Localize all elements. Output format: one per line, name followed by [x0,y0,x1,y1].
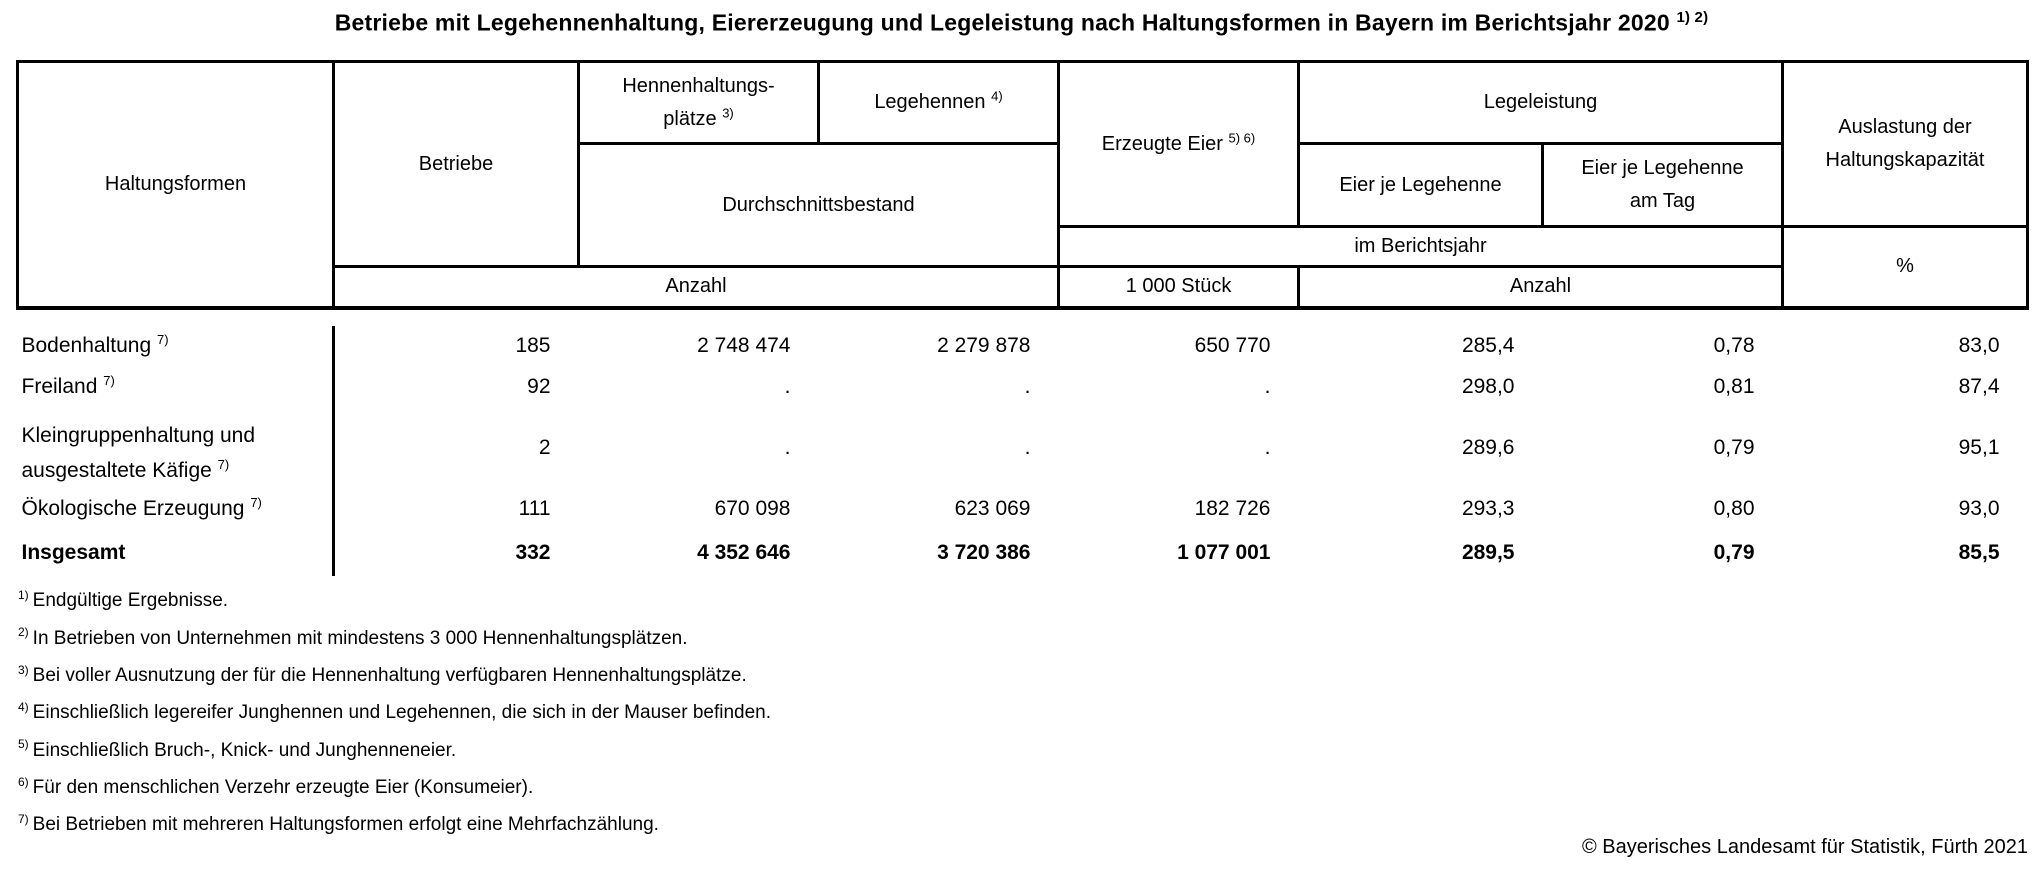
table-row-bodenhaltung [18,326,2028,366]
header-cell-auslastung [1783,62,2028,227]
footnotes-block [18,588,771,836]
footnote-ref: 7) [18,811,29,826]
spacer-row [18,308,2028,326]
header-line: Auslastung der [1838,116,1972,138]
header-cell-anzahl-rechts: Anzahl [1299,267,1783,308]
row-label [18,366,334,408]
cell-betriebe: 92 [527,374,551,398]
header-line: Legehennen [874,91,986,113]
footnote-ref: 4) [18,699,29,714]
footnote-text: Einschließlich Bruch-, Knick- und Junghenneneier. [32,739,457,761]
footnote-1 [18,588,771,612]
cell-legehennen: 3 720 386 [937,540,1031,564]
cell-eier-je-legehenne: 289,5 [1461,540,1515,564]
cell-hennenhaltungsplaetze: 4 352 646 [697,540,791,564]
cell-hennenhaltungsplaetze: 670 098 [714,496,791,520]
statistics-table [16,60,2029,576]
cell-eier-je-legehenne-am-tag: 0,79 [1713,540,1755,564]
cell-erzeugte-eier: 182 726 [1194,496,1271,520]
cell-auslastung: 85,5 [1958,540,2000,564]
header-cell-erzeugte-eier [1059,62,1299,227]
header-line: plätze [663,107,717,130]
footnote-text: Einschließlich legereifer Junghennen und Legehennen, die sich in der Mauser befinden. [32,702,771,724]
header-cell-durchschnittsbestand: Durchschnittsbestand [579,144,1059,267]
row-label [18,530,334,576]
row-label [18,326,334,366]
footnote-3 [18,663,771,687]
cell-legehennen: 623 069 [954,496,1031,520]
row-label-text: Kleingruppenhaltung und [21,423,256,447]
footnote-ref: 4) [991,88,1003,104]
footnote-text: Bei Betrieben mit mehreren Haltungsformen erfolgt eine Mehrfachzählung. [32,814,659,836]
footnote-ref: 7) [250,495,262,510]
cell-legehennen: . [1024,435,1031,459]
cell-betriebe: 111 [518,496,551,520]
footnote-ref: 5) 6) [1228,129,1256,145]
header-cell-legehennen [819,62,1059,144]
table-row-insgesamt [18,530,2028,576]
footnote-4 [18,700,771,724]
page-title-text: Betriebe mit Legehennenhaltung, Eiererzeugung und Legeleistung nach Haltungsformen in Bayern im Berichtsjahr 2020 [334,9,1670,36]
header-cell-anzahl-links: Anzahl [334,267,1059,308]
copyright-notice: © Bayerisches Landesamt für Statistik, Fürth 2021 [1581,836,2028,858]
cell-erzeugte-eier: . [1264,374,1271,398]
cell-legehennen: 2 279 878 [937,333,1031,357]
footnote-ref: 6) [18,774,29,789]
table-row-freiland [18,366,2028,408]
header-cell-eier-je-legehenne: Eier je Legehenne [1299,144,1543,227]
title-footnote-refs: 1) 2) [1676,9,1709,26]
footnote-text: In Betrieben von Unternehmen mit mindestens 3 000 Hennenhaltungsplätzen. [32,627,688,649]
header-line: Eier je Legehenne [1581,157,1744,179]
cell-erzeugte-eier: 650 770 [1194,333,1271,357]
header-line: Hennenhaltungs- [622,74,775,97]
cell-eier-je-legehenne-am-tag: 0,81 [1713,374,1755,398]
cell-hennenhaltungsplaetze: . [784,374,791,398]
cell-betriebe: 332 [515,540,551,564]
footnote-7 [18,812,771,836]
footnote-ref: 7) [156,332,169,347]
table-row-kleingruppenhaltung [18,408,2028,488]
footnote-ref: 3) [18,662,29,677]
header-cell-prozent: % [1783,227,2028,308]
row-label-text: ausgestaltete Käfige [21,458,212,482]
header-cell-hennenhaltungsplaetze [579,62,819,144]
cell-eier-je-legehenne-am-tag: 0,79 [1713,435,1755,459]
table-header [18,62,2028,308]
row-label [18,408,334,488]
header-cell-eier-je-legehenne-am-tag [1543,144,1783,227]
table-row-oekologische-erzeugung [18,488,2028,530]
cell-auslastung: 87,4 [1958,374,2000,398]
header-cell-haltungsformen: Haltungsformen [18,62,334,308]
cell-hennenhaltungsplaetze: . [784,435,791,459]
cell-auslastung: 83,0 [1958,333,2000,357]
cell-eier-je-legehenne-am-tag: 0,80 [1713,496,1755,520]
footnote-text: Endgültige Ergebnisse. [32,590,229,612]
footnote-5 [18,737,771,761]
header-line: Erzeugte Eier [1101,132,1223,155]
cell-legehennen: . [1024,374,1031,398]
header-cell-betriebe: Betriebe [334,62,579,267]
page-title [0,9,2043,37]
cell-eier-je-legehenne: 293,3 [1461,496,1515,520]
footnote-2 [18,625,771,649]
header-cell-legeleistung: Legeleistung [1299,62,1783,144]
footnote-ref: 7) [103,373,115,388]
cell-eier-je-legehenne-am-tag: 0,78 [1713,333,1755,357]
row-label-text: Freiland [21,375,98,398]
cell-auslastung: 93,0 [1958,496,2000,520]
footnote-ref: 5) [18,737,29,752]
row-label [18,488,334,530]
header-cell-1000-stueck: 1 000 Stück [1059,267,1299,308]
cell-erzeugte-eier: . [1264,435,1271,459]
row-label-text: Bodenhaltung [21,334,152,357]
table-body [18,308,2028,576]
footnote-6 [18,775,771,799]
row-label-text: Ökologische Erzeugung [21,497,245,520]
cell-betriebe: 2 [538,435,551,459]
footnote-text: Bei voller Ausnutzung der für die Hennenhaltung verfügbaren Hennenhaltungsplätze. [32,664,747,686]
header-cell-im-berichtsjahr: im Berichtsjahr [1059,227,1783,267]
cell-auslastung: 95,1 [1958,435,2000,459]
footnote-ref: 1) [18,588,29,602]
row-label-text: Insgesamt [21,541,126,564]
footnote-ref: 3) [722,104,734,120]
cell-betriebe: 185 [515,333,551,357]
cell-eier-je-legehenne: 285,4 [1461,333,1515,357]
cell-erzeugte-eier: 1 077 001 [1177,540,1271,564]
cell-eier-je-legehenne: 289,6 [1461,435,1515,459]
cell-hennenhaltungsplaetze: 2 748 474 [697,333,791,357]
footnote-text: Für den menschlichen Verzehr erzeugte Eier (Konsumeier). [32,776,534,798]
footnote-ref: 2) [18,625,29,640]
header-line: am Tag [1629,190,1696,212]
footnote-ref: 7) [217,456,230,472]
header-line: Haltungskapazität [1825,149,1985,171]
cell-eier-je-legehenne: 298,0 [1461,374,1515,398]
